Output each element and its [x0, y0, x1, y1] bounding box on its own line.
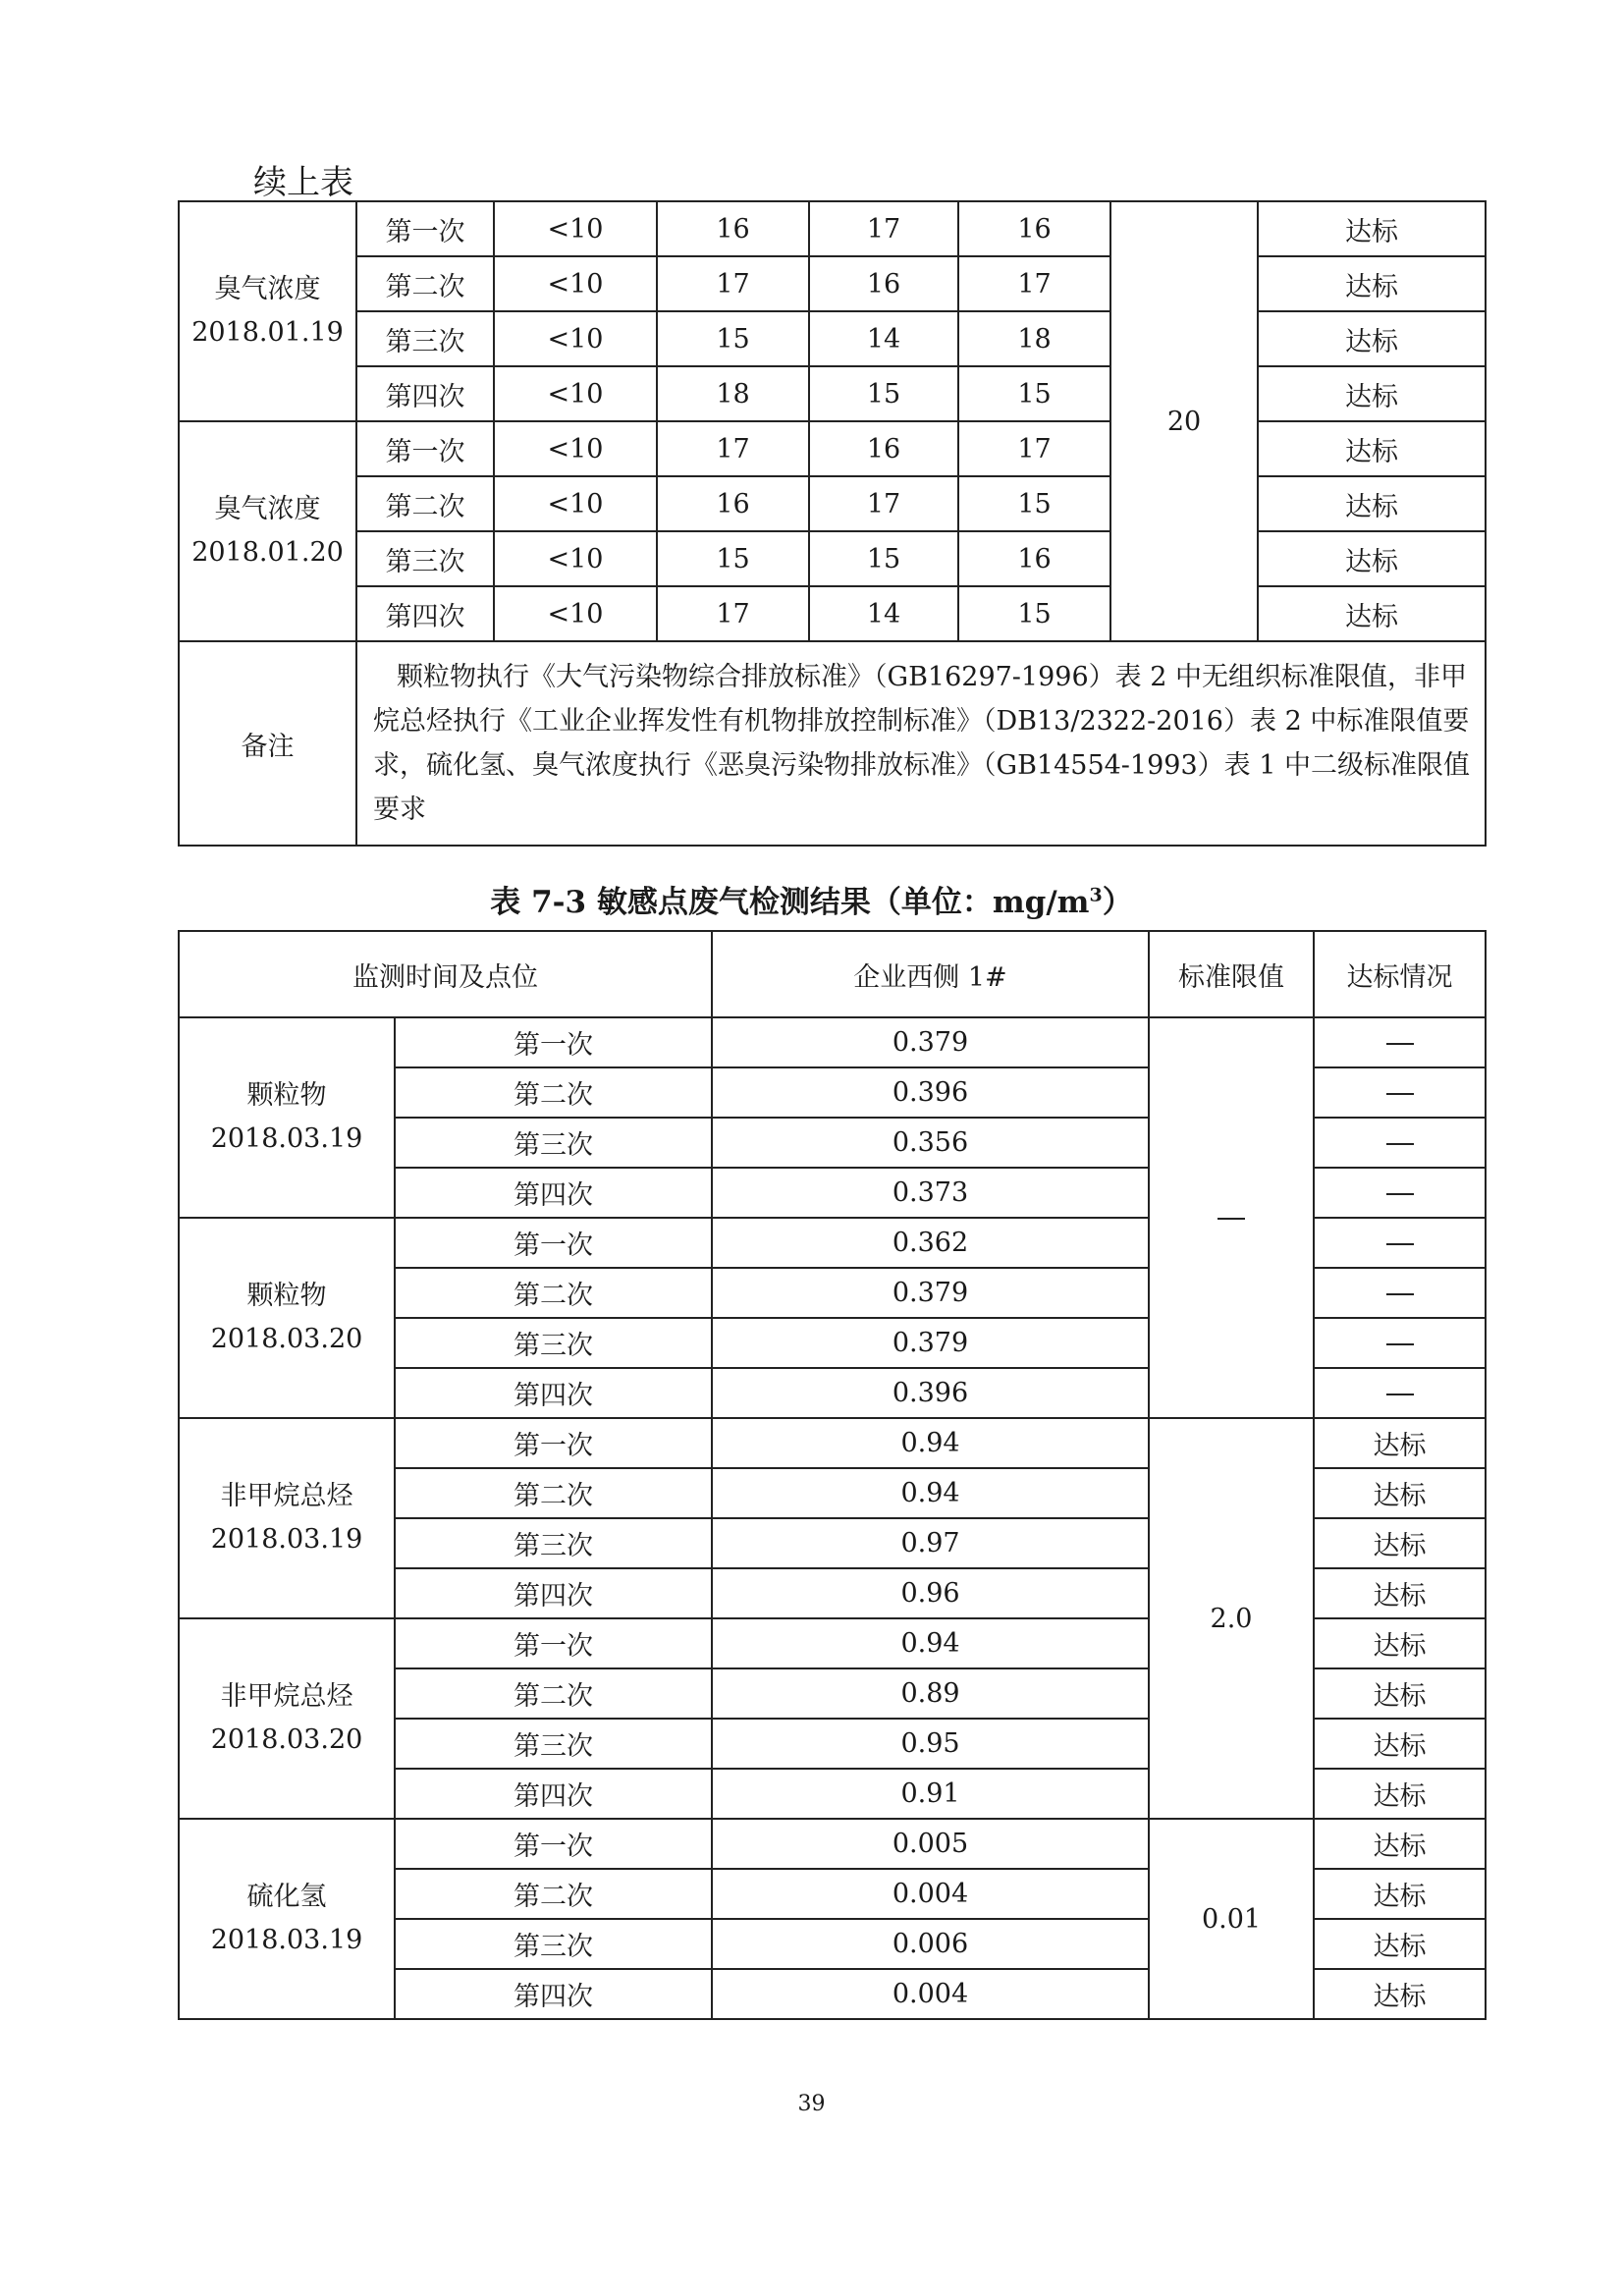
value-cell: 14 — [809, 311, 958, 366]
value-cell: 0.362 — [712, 1218, 1149, 1268]
time-cell: 第四次 — [356, 366, 494, 421]
time-cell: 第三次 — [395, 1719, 712, 1769]
value-cell: 16 — [809, 421, 958, 476]
value-cell: 0.97 — [712, 1518, 1149, 1568]
standard-value-cell: 20 — [1110, 201, 1258, 641]
time-cell: 第三次 — [356, 531, 494, 586]
status-cell: 达标 — [1258, 531, 1486, 586]
page-number: 39 — [797, 2092, 826, 2116]
status-cell: 达标 — [1314, 1819, 1486, 1869]
time-cell: 第一次 — [356, 201, 494, 256]
time-cell: 第四次 — [395, 1168, 712, 1218]
group-label-cell — [179, 1218, 395, 1418]
time-cell: 第三次 — [395, 1118, 712, 1168]
value-cell: 15 — [657, 311, 809, 366]
time-cell: 第一次 — [356, 421, 494, 476]
time-cell: 第二次 — [395, 1869, 712, 1919]
table-row — [179, 311, 1486, 366]
value-cell: 17 — [809, 201, 958, 256]
status-cell: 达标 — [1258, 256, 1486, 311]
time-cell: 第四次 — [395, 1969, 712, 2019]
time-cell: 第三次 — [395, 1318, 712, 1368]
time-cell: 第一次 — [395, 1418, 712, 1468]
status-cell: 达标 — [1314, 1568, 1486, 1618]
value-cell: 0.004 — [712, 1969, 1149, 2019]
value-cell: 0.373 — [712, 1168, 1149, 1218]
time-cell: 第二次 — [395, 1468, 712, 1518]
value-cell: 0.96 — [712, 1568, 1149, 1618]
value-cell: 17 — [657, 256, 809, 311]
status-cell: 达标 — [1258, 311, 1486, 366]
dash-mark — [1386, 1143, 1414, 1145]
value-cell: 15 — [657, 531, 809, 586]
dash-mark — [1386, 1394, 1414, 1395]
status-cell: 达标 — [1258, 421, 1486, 476]
value-cell: 0.005 — [712, 1819, 1149, 1869]
status-cell: 达标 — [1314, 1518, 1486, 1568]
value-cell: 15 — [958, 586, 1110, 641]
time-cell: 第三次 — [395, 1518, 712, 1568]
sample-date: 2018.03.20 — [210, 1724, 363, 1755]
value-cell: 14 — [809, 586, 958, 641]
odor-results-table — [178, 200, 1487, 847]
time-cell: 第二次 — [395, 1067, 712, 1118]
table-row — [179, 421, 1486, 476]
dash-mark — [1217, 1218, 1245, 1220]
value-cell: 16 — [809, 256, 958, 311]
sample-date: 2018.03.19 — [210, 1925, 363, 1955]
status-cell: 达标 — [1314, 1719, 1486, 1769]
status-cell: 达标 — [1314, 1618, 1486, 1668]
group-label-cell — [179, 1418, 395, 1618]
group-label-cell — [179, 1819, 395, 2019]
value-cell: 16 — [958, 531, 1110, 586]
status-cell: 达标 — [1258, 476, 1486, 531]
table-row — [179, 476, 1486, 531]
table-row — [179, 1819, 1486, 1869]
status-cell: 达标 — [1314, 1969, 1486, 2019]
pollutant-name: 非甲烷总烃 — [220, 1681, 353, 1712]
value-cell: 0.94 — [712, 1418, 1149, 1468]
pollutant-name: 非甲烷总烃 — [220, 1481, 353, 1511]
value-cell: 15 — [809, 366, 958, 421]
sensitive-point-results-table — [178, 930, 1487, 2020]
pollutant-name: 硫化氢 — [246, 1882, 327, 1912]
header-site: 企业西侧 1# — [712, 931, 1149, 1017]
pollutant-name: 颗粒物 — [246, 1080, 327, 1111]
sample-date: 2018.03.19 — [210, 1123, 363, 1154]
sample-date: 2018.03.19 — [210, 1524, 363, 1555]
standard-value-cell: 0.01 — [1149, 1819, 1314, 2019]
status-cell: 达标 — [1314, 1919, 1486, 1969]
dash-mark — [1386, 1093, 1414, 1095]
status-cell: 达标 — [1314, 1468, 1486, 1518]
pollutant-name: 臭气浓度 — [214, 274, 321, 304]
time-cell: 第四次 — [395, 1368, 712, 1418]
table-row — [179, 1017, 1486, 1067]
table-row — [179, 256, 1486, 311]
status-cell — [1314, 1067, 1486, 1118]
time-cell: 第一次 — [395, 1618, 712, 1668]
value-cell: 16 — [657, 476, 809, 531]
value-cell: 17 — [809, 476, 958, 531]
value-cell: 0.379 — [712, 1268, 1149, 1318]
value-cell: 0.356 — [712, 1118, 1149, 1168]
value-cell: 0.94 — [712, 1618, 1149, 1668]
note-row — [179, 641, 1486, 846]
value-cell: 0.004 — [712, 1869, 1149, 1919]
status-cell: 达标 — [1314, 1418, 1486, 1468]
time-cell: 第二次 — [395, 1668, 712, 1719]
time-cell: 第三次 — [356, 311, 494, 366]
header-standard: 标准限值 — [1149, 931, 1314, 1017]
status-cell — [1314, 1017, 1486, 1067]
value-cell: <10 — [494, 201, 657, 256]
table-row — [179, 586, 1486, 641]
group-label-cell — [179, 1017, 395, 1218]
value-cell: 0.94 — [712, 1468, 1149, 1518]
time-cell: 第三次 — [395, 1919, 712, 1969]
table-row — [179, 531, 1486, 586]
value-cell: 18 — [657, 366, 809, 421]
value-cell: 0.91 — [712, 1769, 1149, 1819]
value-cell: 0.379 — [712, 1017, 1149, 1067]
sample-date: 2018.01.19 — [191, 317, 344, 348]
value-cell: 15 — [958, 476, 1110, 531]
note-label: 备注 — [179, 641, 356, 846]
status-cell: 达标 — [1258, 201, 1486, 256]
status-cell — [1314, 1218, 1486, 1268]
value-cell: 0.89 — [712, 1668, 1149, 1719]
value-cell: 0.95 — [712, 1719, 1149, 1769]
time-cell: 第一次 — [395, 1218, 712, 1268]
value-cell: 0.379 — [712, 1318, 1149, 1368]
value-cell: <10 — [494, 531, 657, 586]
dash-mark — [1386, 1043, 1414, 1045]
value-cell: 15 — [809, 531, 958, 586]
value-cell: <10 — [494, 311, 657, 366]
value-cell: <10 — [494, 366, 657, 421]
value-cell: 17 — [657, 586, 809, 641]
dash-mark — [1386, 1193, 1414, 1195]
status-cell — [1314, 1368, 1486, 1418]
value-cell: 16 — [657, 201, 809, 256]
title-end: ） — [1102, 885, 1133, 920]
pollutant-name: 颗粒物 — [246, 1281, 327, 1311]
status-cell — [1314, 1118, 1486, 1168]
dash-mark — [1386, 1293, 1414, 1295]
pollutant-name: 臭气浓度 — [214, 494, 321, 524]
continuation-label: 续上表 — [253, 163, 353, 202]
value-cell: <10 — [494, 256, 657, 311]
status-cell — [1314, 1168, 1486, 1218]
header-row — [179, 931, 1486, 1017]
value-cell: 15 — [958, 366, 1110, 421]
sample-date: 2018.01.20 — [191, 537, 344, 568]
standard-value-cell: 2.0 — [1149, 1418, 1314, 1819]
time-cell: 第二次 — [395, 1268, 712, 1318]
value-cell: <10 — [494, 586, 657, 641]
time-cell: 第四次 — [356, 586, 494, 641]
dash-mark — [1386, 1343, 1414, 1345]
group-label-cell — [179, 201, 356, 421]
value-cell: 17 — [657, 421, 809, 476]
table-row — [179, 201, 1486, 256]
value-cell: 0.396 — [712, 1368, 1149, 1418]
time-cell: 第二次 — [356, 256, 494, 311]
header-compliance: 达标情况 — [1314, 931, 1486, 1017]
table-row — [179, 1418, 1486, 1468]
value-cell: 18 — [958, 311, 1110, 366]
value-cell: 16 — [958, 201, 1110, 256]
table-7-3-title-text: 表 7-3 敏感点废气检测结果（单位：mg/m — [490, 885, 1090, 920]
value-cell: <10 — [494, 421, 657, 476]
status-cell: 达标 — [1314, 1769, 1486, 1819]
standard-value-cell — [1149, 1017, 1314, 1418]
value-cell: 0.006 — [712, 1919, 1149, 1969]
status-cell: 达标 — [1258, 366, 1486, 421]
sample-date: 2018.03.20 — [210, 1324, 363, 1354]
value-cell: 0.396 — [712, 1067, 1149, 1118]
title-superscript: 3 — [1089, 884, 1103, 906]
time-cell: 第四次 — [395, 1769, 712, 1819]
dash-mark — [1386, 1243, 1414, 1245]
status-cell — [1314, 1268, 1486, 1318]
note-text: 颗粒物执行《大气污染物综合排放标准》（GB16297-1996）表 2 中无组织标准限值，非甲烷总烃执行《工业企业挥发性有机物排放控制标准》（DB13/2322-2016）表 2 中标准限值要求，硫化氢、臭气浓度执行《恶臭污染物排放标准》（GB14554-1993）表 1 中二级标准限值要求 — [356, 641, 1486, 846]
value-cell: <10 — [494, 476, 657, 531]
table-7-3-title — [0, 877, 1623, 921]
status-cell — [1314, 1318, 1486, 1368]
time-cell: 第二次 — [356, 476, 494, 531]
value-cell: 17 — [958, 421, 1110, 476]
group-label-cell — [179, 421, 356, 641]
table-row — [179, 366, 1486, 421]
value-cell: 17 — [958, 256, 1110, 311]
time-cell: 第四次 — [395, 1568, 712, 1618]
time-cell: 第一次 — [395, 1017, 712, 1067]
status-cell: 达标 — [1314, 1668, 1486, 1719]
time-cell: 第一次 — [395, 1819, 712, 1869]
header-time-point: 监测时间及点位 — [179, 931, 712, 1017]
status-cell: 达标 — [1314, 1869, 1486, 1919]
status-cell: 达标 — [1258, 586, 1486, 641]
group-label-cell — [179, 1618, 395, 1819]
